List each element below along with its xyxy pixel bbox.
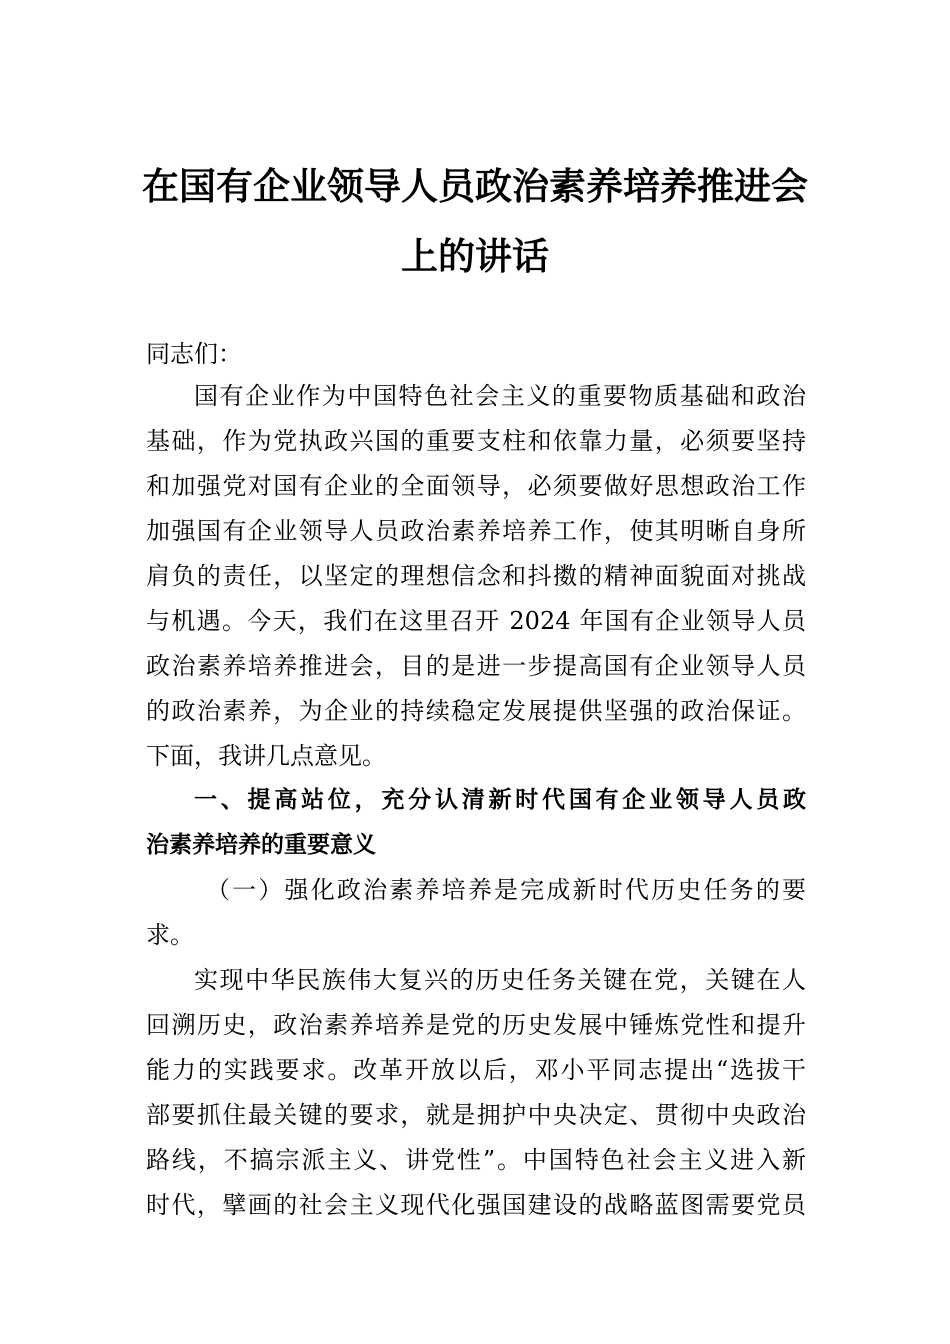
paragraph-1-line: 政治素养培养推进会，目的是进一步提高国有企业领导人员 — [146, 652, 806, 680]
subsection-1-heading-line: （一）强化政治素养培养是完成新时代历史任务的要 — [206, 876, 806, 904]
salutation: 同志们： — [146, 340, 242, 368]
section-1-heading-line: 一、提高站位，充分认清新时代国有企业领导人员政 — [194, 787, 806, 813]
paragraph-1-line: 的政治素养，为企业的持续稳定发展提供坚强的政治保证。 — [146, 697, 806, 725]
paragraph-2-line: 回溯历史，政治素养培养是党的历史发展中锤炼党性和提升 — [146, 1011, 806, 1039]
paragraph-2-line: 实现中华民族伟大复兴的历史任务关键在党，关键在人 — [194, 966, 806, 994]
paragraph-2-line: 能力的实践要求。改革开放以后，邓小平同志提出“选拔干 — [146, 1056, 806, 1084]
document-title-line-1: 在国有企业领导人员政治素养培养推进会 — [142, 164, 808, 208]
paragraph-1-line: 与机遇。今天，我们在这里召开 2024 年国有企业领导人员 — [146, 607, 806, 635]
paragraph-1-line: 和加强党对国有企业的全面领导，必须要做好思想政治工作 — [146, 472, 806, 500]
section-1-heading-line: 治素养培养的重要意义 — [146, 832, 376, 858]
document-title-line-2: 上的讲话 — [401, 234, 549, 278]
subsection-1-heading-line: 求。 — [146, 921, 194, 949]
paragraph-1-line: 基础，作为党执政兴国的重要支柱和依靠力量，必须要坚持 — [146, 427, 806, 455]
paragraph-1-line: 加强国有企业领导人员政治素养培养工作，使其明晰自身所 — [146, 517, 806, 545]
paragraph-2-line: 路线，不搞宗派主义、讲党性”。中国特色社会主义进入新 — [146, 1146, 806, 1174]
paragraph-2-line: 时代，擘画的社会主义现代化强国建设的战略蓝图需要党员 — [146, 1191, 806, 1219]
paragraph-1-line: 下面，我讲几点意见。 — [146, 742, 386, 770]
paragraph-2-line: 部要抓住最关键的要求，就是拥护中央决定、贯彻中央政治 — [146, 1101, 806, 1129]
paragraph-1-line: 国有企业作为中国特色社会主义的重要物质基础和政治 — [194, 382, 806, 410]
paragraph-1-line: 肩负的责任，以坚定的理想信念和抖擞的精神面貌面对挑战 — [146, 562, 806, 590]
